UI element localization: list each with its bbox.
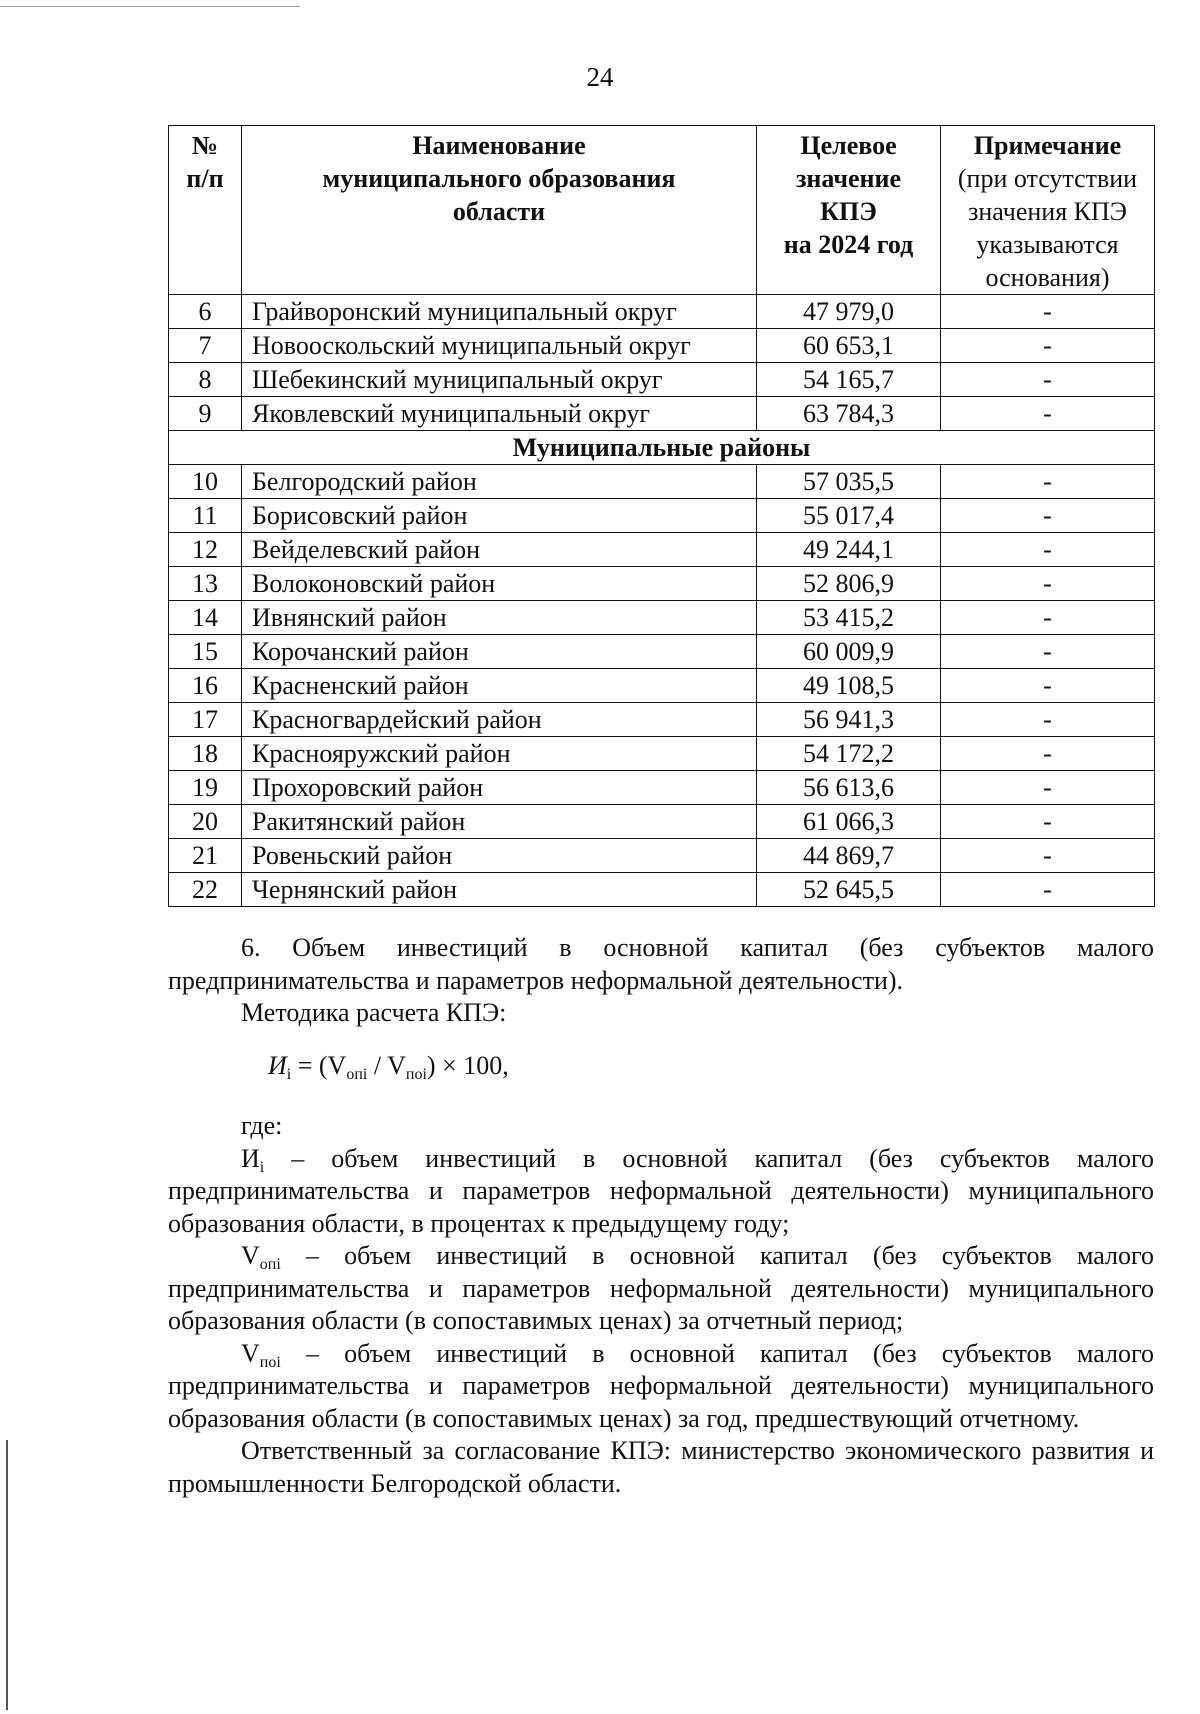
table-header-row <box>169 126 1155 295</box>
cell-value: 63 784,3 <box>757 397 941 431</box>
cell-num: 9 <box>169 397 242 431</box>
cell-num: 19 <box>169 771 242 805</box>
cell-value: 56 613,6 <box>757 771 941 805</box>
table-row <box>169 839 1155 873</box>
cell-note: - <box>941 397 1155 431</box>
header-value-line: значение <box>795 164 902 193</box>
table-body-okrug <box>169 295 1155 431</box>
cell-num: 6 <box>169 295 242 329</box>
header-note-line: значения КПЭ <box>968 197 1127 226</box>
table-section <box>169 431 1155 465</box>
table-row <box>169 669 1155 703</box>
cell-note: - <box>941 499 1155 533</box>
def3-sub: пoi <box>259 1353 281 1371</box>
cell-value: 56 941,3 <box>757 703 941 737</box>
cell-num: 16 <box>169 669 242 703</box>
table-row <box>169 703 1155 737</box>
cell-name: Красненский район <box>242 669 757 703</box>
cell-name: Шебекинский муниципальный округ <box>242 363 757 397</box>
section-row <box>169 431 1155 465</box>
header-note-title: Примечание <box>973 131 1122 160</box>
header-value <box>757 126 941 295</box>
table-row <box>169 465 1155 499</box>
header-value-line: на 2024 год <box>783 230 914 259</box>
def2-symbol: V <box>241 1241 260 1270</box>
formula-sub2: пoi <box>405 1065 427 1083</box>
page-number: 24 <box>586 62 614 92</box>
cell-num: 7 <box>169 329 242 363</box>
cell-num: 11 <box>169 499 242 533</box>
cell-value: 49 108,5 <box>757 669 941 703</box>
cell-value: 60 653,1 <box>757 329 941 363</box>
table-row <box>169 601 1155 635</box>
cell-value: 61 066,3 <box>757 805 941 839</box>
cell-num: 10 <box>169 465 242 499</box>
header-name-line: Наименование <box>412 131 586 160</box>
cell-note: - <box>941 465 1155 499</box>
table-row <box>169 873 1155 907</box>
document-body <box>168 932 1154 1500</box>
def3-symbol: V <box>241 1338 260 1368</box>
cell-note: - <box>941 839 1155 873</box>
scan-edge-line <box>0 6 300 7</box>
cell-note: - <box>941 329 1155 363</box>
where-label: где: <box>241 1111 283 1140</box>
cell-value: 52 645,5 <box>757 873 941 907</box>
def2-text: – объем инвестиций в основной капитал (без субъектов малого предпринимательства и параметров неформальной деятельности) муниципального образования области (в сопоставимых ценах) за отчетный период; <box>168 1241 1154 1335</box>
cell-note: - <box>941 533 1155 567</box>
cell-note: - <box>941 873 1155 907</box>
table-row <box>169 499 1155 533</box>
cell-note: - <box>941 363 1155 397</box>
header-note-line: основания) <box>985 263 1110 292</box>
table-row <box>169 635 1155 669</box>
cell-value: 52 806,9 <box>757 567 941 601</box>
responsible-paragraph: Ответственный за согласование КПЭ: министерство экономического развития и промышленности Белгородской области. <box>168 1436 1154 1498</box>
cell-note: - <box>941 737 1155 771</box>
cell-note: - <box>941 703 1155 737</box>
cell-name: Волоконовский район <box>242 567 757 601</box>
cell-num: 8 <box>169 363 242 397</box>
def2-sub: oпi <box>259 1256 281 1273</box>
table-row <box>169 533 1155 567</box>
method-label: Методика расчета КПЭ: <box>241 998 507 1027</box>
cell-value: 57 035,5 <box>757 465 941 499</box>
formula-sub1: oпi <box>346 1065 368 1083</box>
table-row <box>169 567 1155 601</box>
cell-name: Ракитянский район <box>242 805 757 839</box>
definition-2 <box>168 1240 1154 1338</box>
definition-3 <box>168 1338 1154 1436</box>
cell-name: Борисовский район <box>242 499 757 533</box>
header-name-line: муниципального образования <box>322 164 676 193</box>
cell-note: - <box>941 567 1155 601</box>
cell-num: 12 <box>169 533 242 567</box>
formula-lhs-sub: i <box>286 1065 292 1083</box>
formula-lhs: И <box>268 1050 287 1080</box>
cell-num: 15 <box>169 635 242 669</box>
cell-name: Яковлевский муниципальный округ <box>242 397 757 431</box>
cell-num: 21 <box>169 839 242 873</box>
header-name <box>242 126 757 295</box>
kpe-table <box>168 125 1155 907</box>
cell-name: Вейделевский район <box>242 533 757 567</box>
def3-text: – объем инвестиций в основной капитал (без субъектов малого предпринимательства и параметров неформальной деятельности) муниципального образования области (в сопоставимых ценах) за год, предшествующий отчетному. <box>168 1338 1154 1433</box>
formula-part: ) × 100, <box>426 1050 509 1080</box>
header-note-line: (при отсутствии <box>957 164 1138 193</box>
def1-sub: i <box>259 1158 265 1176</box>
cell-name: Ровеньский район <box>242 839 757 873</box>
table-row <box>169 397 1155 431</box>
cell-note: - <box>941 771 1155 805</box>
cell-num: 18 <box>169 737 242 771</box>
cell-name: Красногвардейский район <box>242 703 757 737</box>
formula <box>268 1050 1154 1083</box>
cell-name: Белгородский район <box>242 465 757 499</box>
header-value-line: Целевое <box>800 131 897 160</box>
header-num-line: № <box>191 131 219 160</box>
cell-value: 54 165,7 <box>757 363 941 397</box>
definition-1 <box>168 1143 1154 1241</box>
cell-note: - <box>941 805 1155 839</box>
table-row <box>169 771 1155 805</box>
formula-part: = (V <box>291 1050 347 1080</box>
header-value-line: КПЭ <box>820 197 877 226</box>
cell-name: Краснояружский район <box>242 737 757 771</box>
header-num-line: п/п <box>186 164 224 193</box>
def1-symbol: И <box>241 1143 260 1173</box>
item-6-paragraph: 6. Объем инвестиций в основной капитал (без субъектов малого предпринимательства и параметров неформальной деятельности). <box>168 933 1154 995</box>
header-note <box>941 126 1155 295</box>
cell-name: Ивнянский район <box>242 601 757 635</box>
cell-name: Прохоровский район <box>242 771 757 805</box>
cell-num: 14 <box>169 601 242 635</box>
header-num <box>169 126 242 295</box>
cell-value: 55 017,4 <box>757 499 941 533</box>
header-note-line: указываются <box>976 230 1119 259</box>
table-row <box>169 295 1155 329</box>
cell-note: - <box>941 635 1155 669</box>
cell-num: 17 <box>169 703 242 737</box>
cell-note: - <box>941 669 1155 703</box>
cell-value: 44 869,7 <box>757 839 941 873</box>
cell-value: 47 979,0 <box>757 295 941 329</box>
table-row <box>169 329 1155 363</box>
section-title: Муниципальные районы <box>169 431 1155 465</box>
cell-name: Новооскольский муниципальный округ <box>242 329 757 363</box>
cell-name: Корочанский район <box>242 635 757 669</box>
header-name-line: области <box>452 197 546 226</box>
cell-num: 22 <box>169 873 242 907</box>
cell-note: - <box>941 601 1155 635</box>
table-row <box>169 737 1155 771</box>
cell-value: 49 244,1 <box>757 533 941 567</box>
table-body-rayon <box>169 465 1155 907</box>
cell-value: 60 009,9 <box>757 635 941 669</box>
formula-part: / V <box>367 1050 406 1080</box>
table-row <box>169 805 1155 839</box>
cell-note: - <box>941 295 1155 329</box>
scan-edge-line-left <box>6 1440 8 1710</box>
cell-num: 20 <box>169 805 242 839</box>
cell-name: Грайворонский муниципальный округ <box>242 295 757 329</box>
table-row <box>169 363 1155 397</box>
def1-text: – объем инвестиций в основной капитал (без субъектов малого предпринимательства и параметров неформальной деятельности) муниципального образования области, в процентах к предыдущему году; <box>168 1143 1154 1238</box>
cell-value: 54 172,2 <box>757 737 941 771</box>
cell-value: 53 415,2 <box>757 601 941 635</box>
cell-num: 13 <box>169 567 242 601</box>
cell-name: Чернянский район <box>242 873 757 907</box>
